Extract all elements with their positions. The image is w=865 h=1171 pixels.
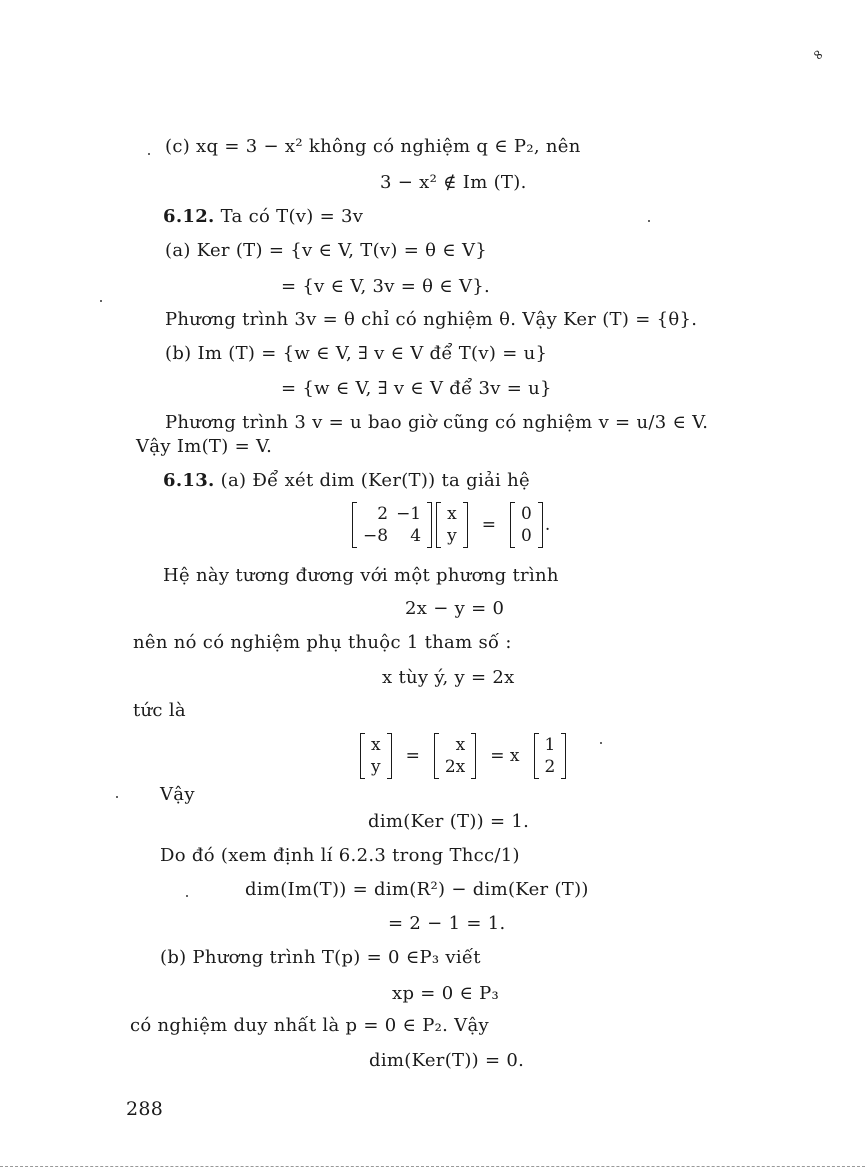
matrix-cell: x — [371, 735, 381, 755]
line-23: xp = 0 ∈ P₃ — [392, 983, 500, 1004]
matrix-cell: 2 — [377, 504, 389, 524]
line-08: = {w ∈ V, ∃ v ∈ V để 3v = u} — [281, 378, 552, 399]
basis-vector — [534, 733, 567, 779]
matrix-equation-1 — [350, 502, 550, 548]
page-bottom-rule — [0, 1166, 865, 1167]
line-11-text: (a) Để xét dim (Ker(T)) ta giải hệ — [220, 470, 530, 491]
line-03 — [163, 206, 363, 228]
line-14: nên nó có nghiệm phụ thuộc 1 tham số : — [133, 632, 512, 653]
matrix-cell: −8 — [363, 526, 389, 546]
line-22: (b) Phương trình T(p) = 0 ∈P₃ viết — [160, 947, 481, 968]
scan-speck — [148, 153, 150, 155]
line-20: dim(Im(T)) = dim(R²) − dim(Ker (T)) — [245, 879, 589, 900]
line-12: Hệ này tương đương với một phương trình — [163, 565, 559, 586]
matrix-cell: y — [371, 757, 381, 777]
line-02: 3 − x² ∉ Im (T). — [380, 172, 527, 193]
matrix-cell: 2x — [444, 757, 466, 777]
matrix-cell: 4 — [410, 526, 422, 546]
scan-speck — [600, 742, 602, 744]
matrix-cell: 0 — [520, 504, 532, 524]
corner-mark: ∞ — [808, 45, 828, 65]
equals-sign: = — [481, 515, 496, 535]
line-25: dim(Ker(T)) = 0. — [369, 1050, 525, 1071]
matrix-cell: −1 — [396, 504, 422, 524]
line-07: (b) Im (T) = {w ∈ V, ∃ v ∈ V để T(v) = u} — [165, 343, 548, 364]
line-18: dim(Ker (T)) = 1. — [368, 811, 530, 832]
exercise-number: 6.12. — [163, 206, 215, 227]
vector-x-2x — [434, 733, 476, 779]
matrix-equation-2 — [358, 733, 568, 779]
equals-x: = x — [490, 746, 520, 766]
line-24: có nghiệm duy nhất là p = 0 ∈ P₂. Vậy — [130, 1015, 489, 1036]
line-19: Do đó (xem định lí 6.2.3 trong Thcc/1) — [160, 845, 520, 866]
line-04: (a) Ker (T) = {v ∈ V, T(v) = θ ∈ V} — [165, 240, 488, 261]
line-21: = 2 − 1 = 1. — [388, 913, 506, 934]
line-17: Vậy — [160, 784, 195, 805]
page-number: 288 — [126, 1098, 164, 1120]
equals-sign: = — [405, 746, 420, 766]
matrix-cell: 2 — [544, 757, 556, 777]
line-16: tức là — [133, 700, 186, 721]
line-09: Phương trình 3 v = u bao giờ cũng có nghiệm v = u/3 ∈ V. — [165, 412, 709, 433]
scan-speck — [116, 796, 118, 798]
unknown-vector — [436, 502, 468, 548]
line-03-text: Ta có T(v) = 3v — [220, 206, 364, 227]
matrix-cell: 1 — [544, 735, 556, 755]
coefficient-matrix — [352, 502, 432, 548]
line-05: = {v ∈ V, 3v = θ ∈ V}. — [281, 276, 491, 297]
line-13: 2x − y = 0 — [405, 598, 505, 619]
scan-speck — [100, 300, 102, 302]
matrix-cell: 0 — [520, 526, 532, 546]
zero-vector — [510, 502, 543, 548]
scan-speck — [186, 895, 188, 897]
line-10: Vậy Im(T) = V. — [136, 436, 273, 457]
vector-xy — [360, 733, 392, 779]
line-11 — [163, 470, 530, 492]
matrix-cell: x — [447, 504, 457, 524]
scan-speck — [648, 220, 650, 222]
line-06: Phương trình 3v = θ chỉ có nghiệm θ. Vậy Ker (T) = {θ}. — [165, 309, 698, 330]
matrix-cell: y — [447, 526, 457, 546]
exercise-number: 6.13. — [163, 470, 215, 491]
period: . — [544, 515, 551, 535]
matrix-cell: x — [455, 735, 466, 755]
line-01: (c) xq = 3 − x² không có nghiệm q ∈ P₂, nên — [165, 136, 581, 157]
line-15: x tùy ý, y = 2x — [382, 667, 515, 688]
